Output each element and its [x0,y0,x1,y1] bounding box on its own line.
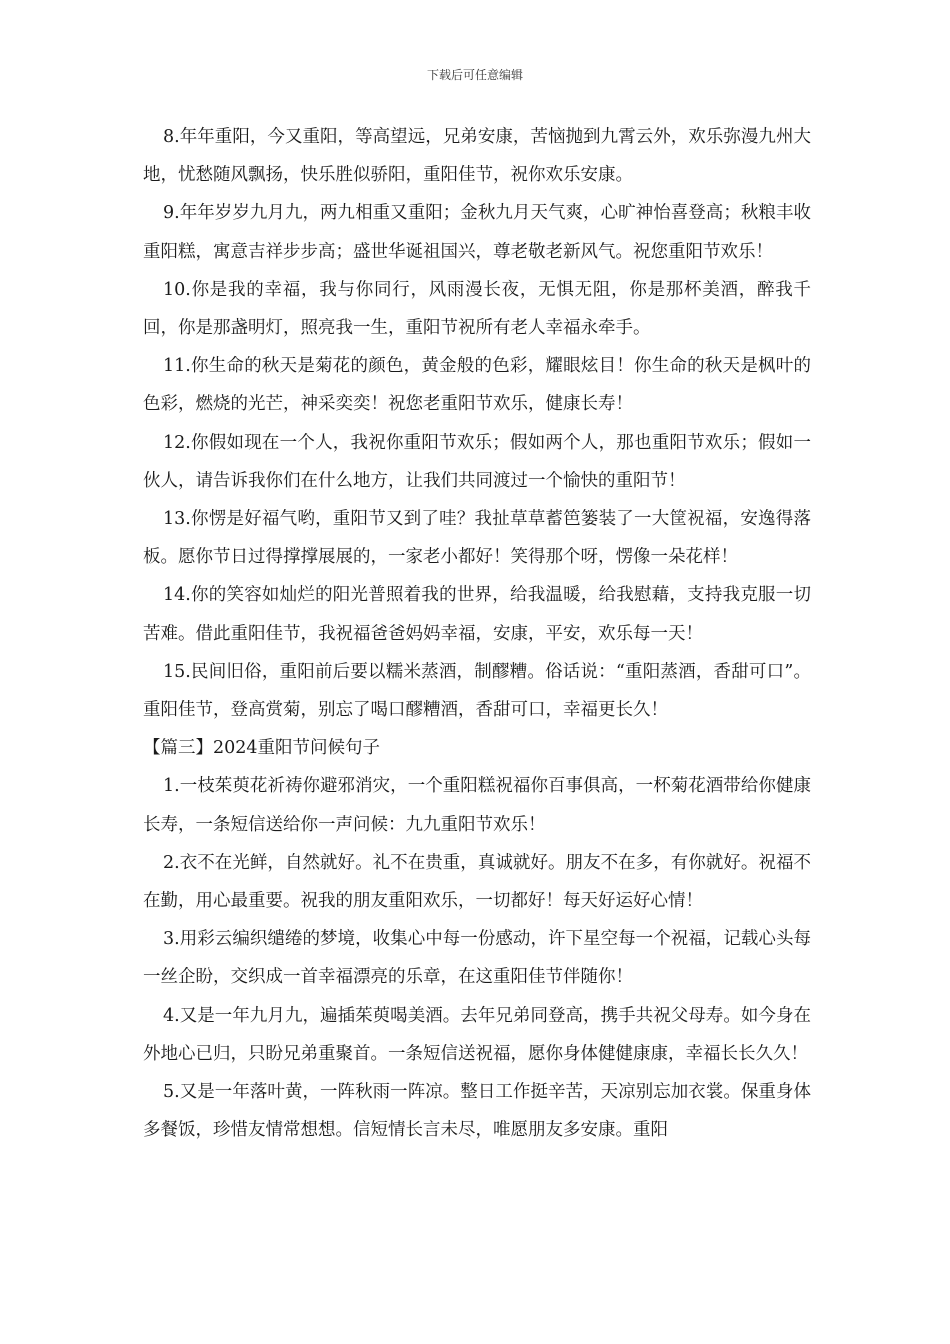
paragraph-15: 15.民间旧俗，重阳前后要以糯米蒸酒，制醪糟。俗话说：“重阳蒸酒，香甜可口”。重阳佳节，登高赏菊，别忘了喝口醪糟酒，香甜可口，幸福更长久！ [143,661,811,721]
paragraph-9: 9.年年岁岁九月九，两九相重又重阳；金秋九月天气爽，心旷神怡喜登高；秋粮丰收重阳糕，寓意吉祥步步高；盛世华诞祖国兴，尊老敬老新风气。祝您重阳节欢乐！ [143,203,811,262]
paragraph-14: 14.你的笑容如灿烂的阳光普照着我的世界，给我温暖，给我慰藉，支持我克服一切苦难。借此重阳佳节，我祝福爸爸妈妈幸福，安康，平安，欢乐每一天！ [143,585,811,644]
header-note: 下载后可任意编辑 [426,68,523,82]
section-paragraph-3: 3.用彩云编织缱绻的梦境，收集心中每一份感动，许下星空每一个祝福，记载心头每一丝企盼，交织成一首幸福漂亮的乐章，在这重阳佳节伴随你！ [143,929,811,988]
section-heading: 【篇三】2024重阳节问候句子 [143,738,381,759]
section-paragraph-2: 2.衣不在光鲜，自然就好。礼不在贵重，真诚就好。朋友不在多，有你就好。祝福不在勤，用心最重要。祝我的朋友重阳欢乐，一切都好！每天好运好心情！ [143,852,811,912]
section-paragraph-5: 5.又是一年落叶黄，一阵秋雨一阵凉。整日工作挺辛苦，天凉别忘加衣裳。保重身体多餐饭，珍惜友情常想想。信短情长言未尽，唯愿朋友多安康。重阳 [143,1082,811,1141]
document-body [143,118,811,1149]
section-paragraph-4: 4.又是一年九月九，遍插茱萸喝美酒。去年兄弟同登高，携手共祝父母寿。如今身在外地心已归，只盼兄弟重聚首。一条短信送祝福，愿你身体健健康康，幸福长长久久！ [143,1005,811,1064]
paragraph-13: 13.你愣是好福气哟，重阳节又到了哇？我扯草草蓄笆篓装了一大筐祝福，安逸得落板。愿你节日过得撑撑展展的，一家老小都好！笑得那个呀，愣像一朵花样！ [143,509,811,568]
section-paragraph-1: 1.一枝茱萸花祈祷你避邪消灾，一个重阳糕祝福你百事俱高，一杯菊花酒带给你健康长寿，一条短信送给你一声问候：九九重阳节欢乐！ [143,776,811,835]
paragraph-11: 11.你生命的秋天是菊花的颜色，黄金般的色彩，耀眼炫目！你生命的秋天是枫叶的色彩，燃烧的光芒，神采奕奕！祝您老重阳节欢乐，健康长寿！ [143,356,811,415]
paragraph-12: 12.你假如现在一个人，我祝你重阳节欢乐；假如两个人，那也重阳节欢乐；假如一伙人，请告诉我你们在什么地方，让我们共同渡过一个愉快的重阳节！ [143,432,811,491]
paragraph-10: 10.你是我的幸福，我与你同行，风雨漫长夜，无惧无阻，你是那杯美酒，醉我千回，你是那盏明灯，照亮我一生，重阳节祝所有老人幸福永牵手。 [143,279,811,339]
paragraph-8: 8.年年重阳，今又重阳，等高望远，兄弟安康，苦恼抛到九霄云外，欢乐弥漫九州大地，忧愁随风飘扬，快乐胜似骄阳，重阳佳节，祝你欢乐安康。 [143,127,811,186]
